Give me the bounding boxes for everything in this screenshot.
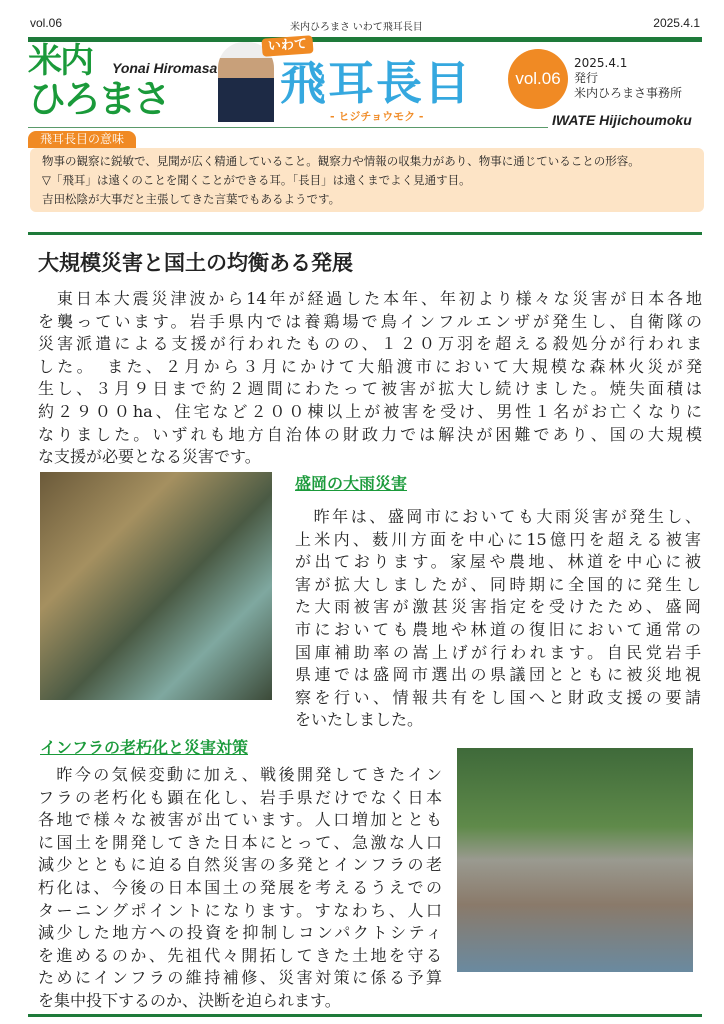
name-roman: Yonai Hiromasa [112, 60, 218, 76]
name-line2: ひろまさ [28, 77, 169, 121]
header-center-title: 米内ひろまさ いわて飛耳長目 [290, 22, 423, 33]
masthead-title: 飛耳長目 [280, 56, 472, 110]
intro-paragraph [38, 288, 702, 469]
text-line: 市においても農地や林道の復旧において通常の [295, 619, 701, 639]
section2-paragraph [38, 764, 442, 1013]
text-line: 察を行い、情報共有をし国へと財政支援の要請 [295, 687, 701, 707]
photo-flood-damage [40, 472, 272, 700]
issue-label: 発行 [574, 71, 599, 85]
section-divider [28, 232, 702, 235]
text-line: 昨今の気候変動に加え、戦後開発してきたイン [38, 765, 442, 784]
definition-line: ▽「飛耳」は遠くのことを聞くことができる耳。「長目」は遠くまでよく見通す目。 [42, 173, 471, 187]
text-line: 減少した地方への投資を抑制しコンパクトシティ [38, 923, 442, 943]
text-line: た大雨被害が激甚災害指定を受けたため、盛岡 [295, 597, 701, 617]
volume-label: vol.06 [30, 16, 63, 30]
text-line: 朽化は、今後の日本国土の発展を考えるうえでの [38, 877, 442, 897]
article-title: 大規模災害と国土の均衡ある発展 [38, 251, 353, 275]
text-line: ターニングポイントになります。すなわち、人口 [38, 900, 442, 920]
issue-info [574, 56, 682, 101]
definition-line: 吉田松陰が大事だと主張してきた言葉でもあるようです。 [42, 192, 341, 206]
logo-name [28, 42, 168, 120]
text-line: 約２９００ha、住宅など２００棟以上が被害を受け、男性１名がお亡くなりに [38, 401, 702, 421]
section1-paragraph [295, 506, 701, 732]
photo-collapsed-road [457, 748, 693, 972]
text-line: 害が拡大しましたが、同時期に全国的に発生し [295, 574, 701, 594]
name-line1: 米内 [28, 41, 92, 81]
text-line: な支援が必要となる災害です。 [38, 447, 261, 467]
text-line: フラの老朽化も顕在化し、岩手県だけでなく日本 [38, 787, 442, 807]
text-line: をいたしました。 [295, 710, 424, 730]
text-line: 減少とともに迫る自然災害の多発とインフラの老 [38, 855, 442, 875]
text-line: なりました。いずれも地方自治体の財政力では解決が困難であり、国の大規模 [38, 424, 702, 444]
text-line: ためにインフラの維持補修、災害対策に係る予算 [38, 968, 442, 988]
issue-date: 2025.4.1 [574, 56, 628, 70]
text-line: を進めるのか、先祖代々開拓してきた土地を守る [38, 945, 442, 965]
section2-heading: インフラの老朽化と災害対策 [40, 738, 249, 757]
bottom-divider [28, 1014, 702, 1017]
text-line: に国土を開発してきた日本にとって、急激な人口 [38, 832, 442, 852]
volume-badge: vol.06 [508, 49, 568, 109]
text-line: を襲っています。岩手県内では養鶏場で鳥インフルエンザが発生し、自衛隊の [38, 311, 702, 331]
definition-line: 物事の観察に鋭敏で、見聞が広く精通していること。観察力や情報の収集力があり、物事に通じていることの形容。 [42, 154, 640, 168]
text-line: を集中投下するのか、決断を迫られます。 [38, 990, 341, 1010]
text-line: 国庫補助率の嵩上げが行われます。自民党岩手 [295, 642, 701, 662]
text-line: 県連では盛岡市選出の県議団とともに被災地視 [295, 665, 701, 685]
section1-heading: 盛岡の大雨災害 [295, 474, 408, 493]
text-line: 生し、３月９日まで約２週間にわたって被害が拡大し続けました。焼失面積は [38, 379, 702, 399]
text-line: 災害派遣による支援が行われたものの、１２０万羽を超える殺処分が行われま [38, 334, 702, 354]
masthead-underline [28, 127, 548, 128]
header-date: 2025.4.1 [653, 16, 700, 30]
text-line: 東日本大震災津波から14年が経過した本年、年初より様々な災害が日本各地 [38, 289, 702, 308]
text-line: が出ております。家屋や農地、林道を中心に被 [295, 552, 701, 572]
iwate-tag: いわて [261, 35, 313, 57]
definition-box [30, 148, 704, 212]
masthead-kana: - ヒジチョウモク - [330, 110, 424, 123]
publisher: 米内ひろまさ事務所 [574, 86, 683, 100]
text-line: した。 また、２月から３月にかけて大船渡市において大規模な森林火災が発 [38, 356, 702, 376]
subtitle-en: IWATE Hijichoumoku [552, 112, 692, 128]
text-line: 上米内、薮川方面を中心に15億円を超える被害 [295, 529, 701, 549]
text-line: 各地で様々な被害が出ています。人口増加ととも [38, 810, 442, 830]
definition-tab: 飛耳長目の意味 [28, 131, 136, 148]
text-line: 昨年は、盛岡市においても大雨災害が発生し、 [295, 507, 701, 526]
